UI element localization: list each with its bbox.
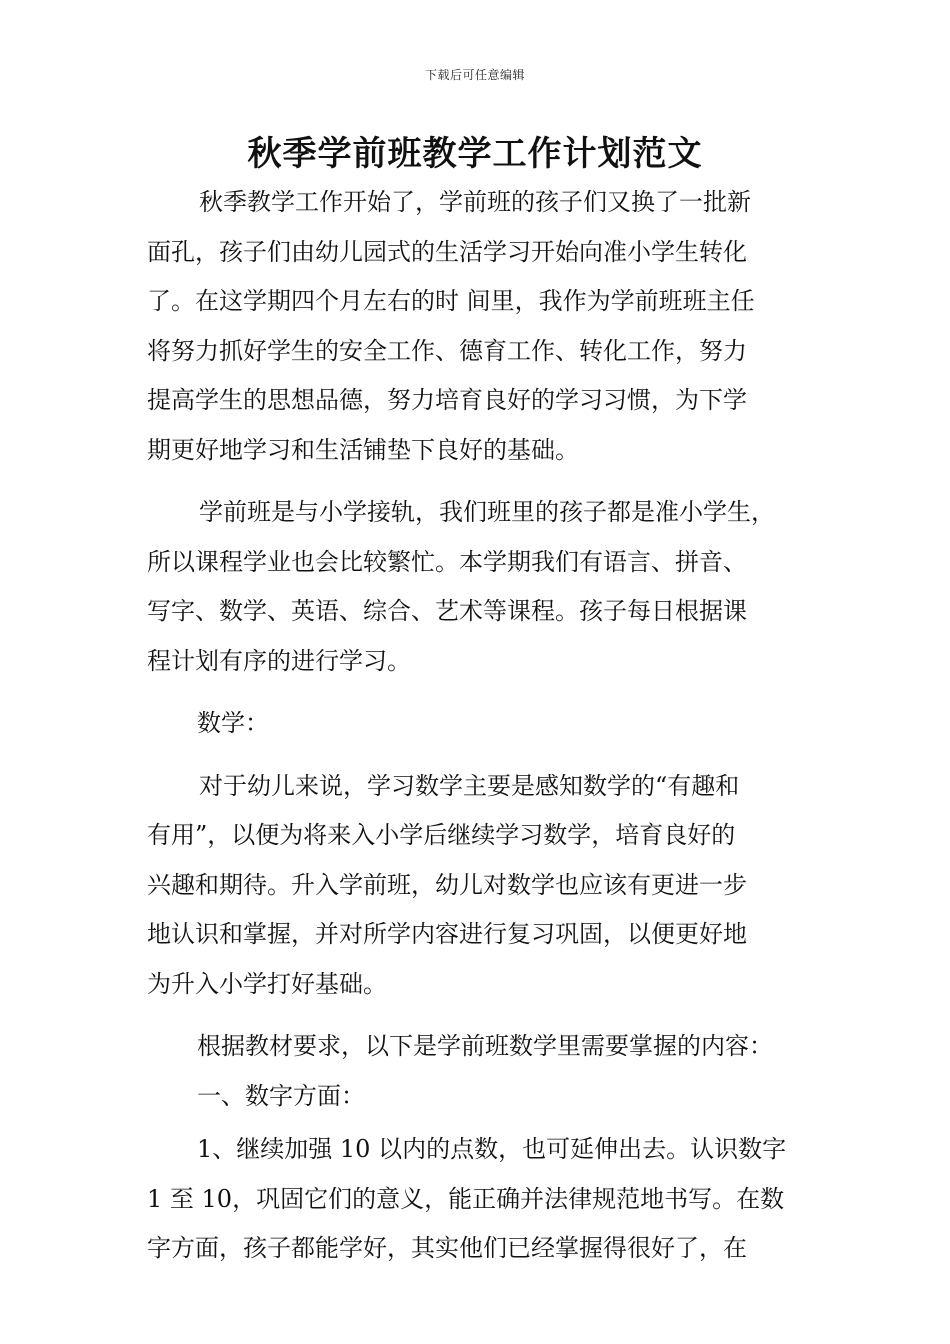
paragraph-line: 根据教材要求，以下是学前班数学里需要掌握的内容： <box>197 1032 773 1060</box>
paragraph-line: 为升入小学打好基础。 <box>147 969 387 998</box>
paragraph-line: 将努力抓好学生的安全工作、德育工作、转化工作，努力 <box>147 336 747 365</box>
paragraph-curriculum <box>147 488 827 686</box>
paragraph-line: 程计划有序的进行学习。 <box>147 646 411 675</box>
paragraph-intro <box>147 178 827 475</box>
paragraph-numbers-item-1 <box>147 1125 827 1274</box>
paragraph-line: 字方面，孩子都能学好，其实他们已经掌握得很好了，在 <box>147 1234 747 1262</box>
paragraph-line: 期更好地学习和生活铺垫下良好的基础。 <box>147 435 579 464</box>
paragraph-line: 对于幼儿来说，学习数学主要是感知数学的“有趣和 <box>199 771 740 800</box>
paragraph-line: 了。在这学期四个月左右的时 间里，我作为学前班班主任 <box>147 287 755 315</box>
paragraph-line: 有用”，以便为将来入小学后继续学习数学，培育良好的 <box>147 821 736 849</box>
paragraph-math-intro <box>147 762 827 1010</box>
paragraph-line: 秋季教学工作开始了，学前班的孩子们又换了一批新 <box>199 188 751 216</box>
paragraph-requirements <box>147 1022 827 1072</box>
paragraph-line: 1、继续加强 10 以内的点数，也可延伸出去。认识数字 <box>197 1135 787 1163</box>
paragraph-line: 1 至 10，巩固它们的意义，能正确并法律规范地书写。在数 <box>147 1184 785 1213</box>
header-note: 下载后可任意编辑 <box>424 68 525 82</box>
paragraph-line: 所以课程学业也会比较繁忙。本学期我们有语言、拼音、 <box>147 547 747 576</box>
paragraph-line: 兴趣和期待。升入学前班，幼儿对数学也应该有更进一步 <box>147 870 747 899</box>
paragraph-line: 学前班是与小学接轨，我们班里的孩子都是准小学生， <box>199 498 775 526</box>
paragraph-line: 面孔，孩子们由幼儿园式的生活学习开始向准小学生转化 <box>147 237 747 266</box>
paragraph-line: 提高学生的思想品德，努力培育良好的学习习惯，为下学 <box>147 386 747 414</box>
paragraph-line: 数学： <box>197 709 269 737</box>
document-title: 秋季学前班教学工作计划范文 <box>247 134 703 174</box>
section-heading-numbers <box>147 1072 827 1122</box>
document-body <box>147 178 827 1274</box>
paragraph-line: 地认识和掌握，并对所学内容进行复习巩固，以便更好地 <box>147 920 747 948</box>
paragraph-line: 写字、数学、英语、综合、艺术等课程。孩子每日根据课 <box>147 597 747 625</box>
section-heading-math <box>147 699 827 749</box>
paragraph-line: 一、数字方面： <box>197 1081 365 1110</box>
